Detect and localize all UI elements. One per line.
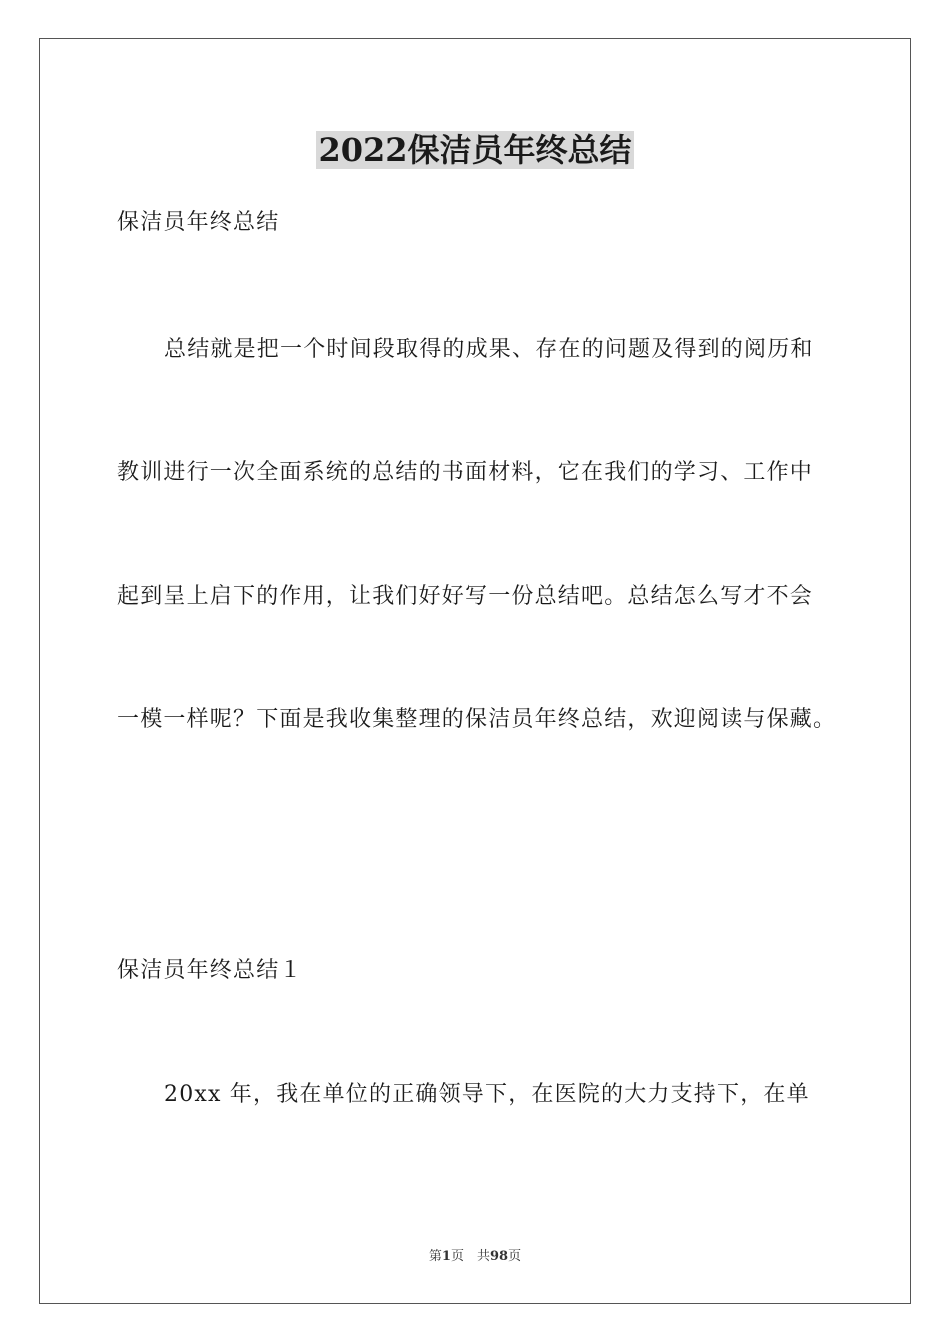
page-footer <box>0 1247 950 1267</box>
footer-mid: 页 共 <box>450 1249 490 1264</box>
section-line-1: 20xx 年，我在单位的正确领导下，在医院的大力支持下，在单 <box>164 1082 810 1107</box>
intro-line-4: 一模一样呢？下面是我收集整理的保洁员年终总结，欢迎阅读与保藏。 <box>117 707 837 732</box>
intro-line-3: 起到呈上启下的作用，让我们好好写一份总结吧。总结怎么写才不会 <box>117 584 814 609</box>
intro-line-1: 总结就是把一个时间段取得的成果、存在的问题及得到的阅历和 <box>164 337 814 362</box>
footer-prefix: 第 <box>428 1249 442 1264</box>
footer-suffix: 页 <box>508 1249 522 1264</box>
section-heading: 保洁员年终总结１ <box>117 958 303 983</box>
document-title <box>0 128 950 172</box>
intro-line-2: 教训进行一次全面系统的总结的书面材料，它在我们的学习、工作中 <box>117 460 814 485</box>
document-title-text: 2022保洁员年终总结 <box>318 131 632 169</box>
footer-total-pages: 98 <box>489 1249 509 1264</box>
footer-current-page: 1 <box>441 1249 451 1264</box>
document-subtitle: 保洁员年终总结 <box>117 210 280 235</box>
